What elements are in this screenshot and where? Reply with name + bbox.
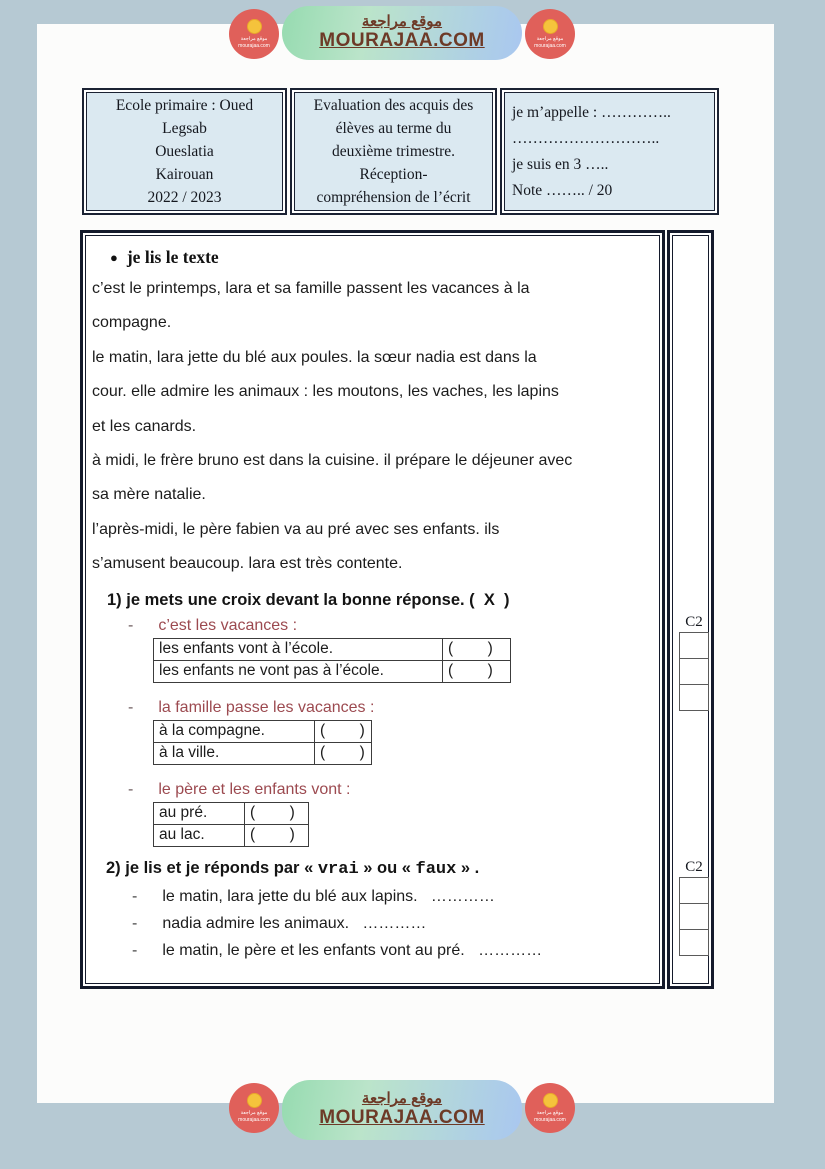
competency-label: C2 (685, 614, 703, 630)
q1-options-table-2 (153, 720, 372, 765)
q2-item-1-text: le matin, lara jette du blé aux lapins. ………… (162, 887, 495, 905)
mourajaa-logo (525, 1083, 575, 1133)
q1-subprompt-2 (128, 699, 659, 717)
student-grade-line: je suis en 3 ….. (512, 155, 609, 173)
reading-line: à midi, le frère bruno est dans la cuisine. il prépare le déjeuner avec (92, 452, 573, 470)
table-row (154, 802, 309, 824)
q1-options-table-1 (153, 638, 511, 683)
exam-header (82, 88, 719, 215)
answer-cell: ( ) (245, 802, 309, 824)
reading-line: cour. elle admire les animaux : les moutons, les vaches, les lapins (92, 383, 559, 401)
q2-item-3-text: le matin, le père et les enfants vont au pré. ………… (162, 941, 543, 959)
score-strip (667, 230, 714, 989)
table-row (154, 742, 372, 764)
evaluation-title-box (290, 88, 497, 215)
bottom-banner (229, 1080, 575, 1140)
q2-item-3 (132, 942, 659, 960)
score-cell (679, 684, 709, 711)
logo-book-icon (543, 1093, 558, 1108)
mourajaa-logo (525, 9, 575, 59)
answer-cell: ( ) (315, 742, 372, 764)
reading-line: sa mère natalie. (92, 486, 206, 504)
site-link[interactable]: MOURAJAA.COM (319, 1107, 485, 1128)
reading-text (92, 272, 652, 582)
vrai-keyword: vrai (317, 859, 359, 879)
table-row (154, 720, 372, 742)
answer-cell: ( ) (443, 638, 511, 660)
score-block-q1 (679, 614, 709, 711)
q2-title-prefix: 2) je lis et je réponds par (106, 858, 305, 877)
logo-site-text: mourajaa.com (238, 1116, 270, 1123)
school-line: Oueslatia (155, 143, 214, 160)
score-block-q2 (679, 859, 709, 956)
table-row (154, 660, 511, 682)
student-name-line2: ……………………….. (512, 129, 660, 147)
site-banner-pill (282, 1080, 522, 1140)
school-line: Ecole primaire : Oued (115, 97, 254, 114)
site-banner-pill (282, 6, 522, 60)
faux-keyword: faux (415, 859, 457, 879)
reading-heading (110, 247, 659, 268)
logo-book-icon (543, 19, 558, 34)
evaluation-line: Evaluation des acquis des (313, 97, 474, 114)
school-line: Legsab (162, 120, 207, 137)
q2-item-1 (132, 888, 659, 906)
option-label: au lac. (154, 824, 245, 846)
logo-site-text: mourajaa.com (238, 42, 270, 49)
logo-site-text: mourajaa.com (534, 42, 566, 49)
reading-title: je lis le texte (126, 247, 219, 267)
option-label: à la compagne. (154, 720, 315, 742)
student-info-box (500, 88, 719, 215)
note-line: Note …….. / 20 (512, 181, 613, 199)
option-label: à la ville. (154, 742, 315, 764)
logo-arabic-text: موقع مراجعة (536, 36, 564, 43)
evaluation-line: deuxième trimestre. (331, 143, 456, 160)
evaluation-line: compréhension de l’écrit (316, 189, 471, 206)
evaluation-line: Réception- (359, 166, 428, 183)
score-cell (679, 632, 709, 659)
table-row (154, 638, 511, 660)
q1-subprompt-1-text: c’est les vacances : (158, 616, 298, 634)
q1-subprompt-3 (128, 781, 659, 799)
student-name-line: je m’appelle : ………….. (512, 103, 671, 121)
bullet-icon: ● (110, 250, 118, 265)
dash: - (128, 616, 134, 634)
score-cell (679, 658, 709, 685)
dash: - (132, 914, 138, 932)
q2-item-2 (132, 915, 659, 933)
exam-body-frame (80, 230, 665, 989)
mourajaa-logo (229, 9, 279, 59)
reading-line: s’amusent beaucoup. lara est très contente. (92, 555, 403, 573)
school-year: 2022 / 2023 (147, 189, 222, 206)
score-cell (679, 877, 709, 904)
score-cell (679, 929, 709, 956)
answer-cell: ( ) (315, 720, 372, 742)
quote-mark: » . (456, 858, 480, 877)
dash: - (128, 780, 134, 798)
q1-subprompt-3-text: le père et les enfants vont : (158, 780, 351, 798)
reading-line: et les canards. (92, 417, 197, 435)
reading-line: compagne. (92, 314, 172, 332)
site-link[interactable]: MOURAJAA.COM (319, 30, 485, 51)
evaluation-line: élèves au terme du (335, 120, 452, 137)
top-banner (229, 6, 575, 60)
answer-cell: ( ) (443, 660, 511, 682)
option-label: au pré. (154, 802, 245, 824)
quote-mark: » ou « (358, 858, 416, 877)
q1-subprompt-1 (128, 617, 659, 635)
site-name-arabic: موقع مراجعة (361, 13, 443, 30)
school-line: Kairouan (155, 166, 214, 183)
q2-item-2-text: nadia admire les animaux. ………… (162, 914, 427, 932)
score-cell (679, 903, 709, 930)
option-label: les enfants vont à l’école. (154, 638, 443, 660)
question2-title (106, 859, 659, 879)
reading-line: c’est le printemps, lara et sa famille passent les vacances à la (92, 280, 530, 297)
option-label: les enfants ne vont pas à l’école. (154, 660, 443, 682)
logo-arabic-text: موقع مراجعة (240, 1110, 268, 1117)
logo-book-icon (247, 19, 262, 34)
question1-title: 1) je mets une croix devant la bonne réponse. ( X ) (107, 590, 510, 609)
q1-options-table-3 (153, 802, 309, 847)
reading-line: le matin, lara jette du blé aux poules. la sœur nadia est dans la (92, 348, 537, 366)
logo-book-icon (247, 1093, 262, 1108)
dash: - (132, 941, 138, 959)
table-row (154, 824, 309, 846)
reading-line: l’après-midi, le père fabien va au pré avec ses enfants. ils (92, 520, 500, 538)
site-name-arabic: موقع مراجعة (361, 1090, 443, 1107)
logo-arabic-text: موقع مراجعة (240, 36, 268, 43)
quote-mark: « (304, 858, 318, 877)
competency-label: C2 (685, 859, 703, 875)
logo-arabic-text: موقع مراجعة (536, 1110, 564, 1117)
q1-subprompt-2-text: la famille passe les vacances : (158, 698, 375, 716)
mourajaa-logo (229, 1083, 279, 1133)
logo-site-text: mourajaa.com (534, 1116, 566, 1123)
dash: - (132, 887, 138, 905)
school-info-box (82, 88, 287, 215)
answer-cell: ( ) (245, 824, 309, 846)
dash: - (128, 698, 134, 716)
